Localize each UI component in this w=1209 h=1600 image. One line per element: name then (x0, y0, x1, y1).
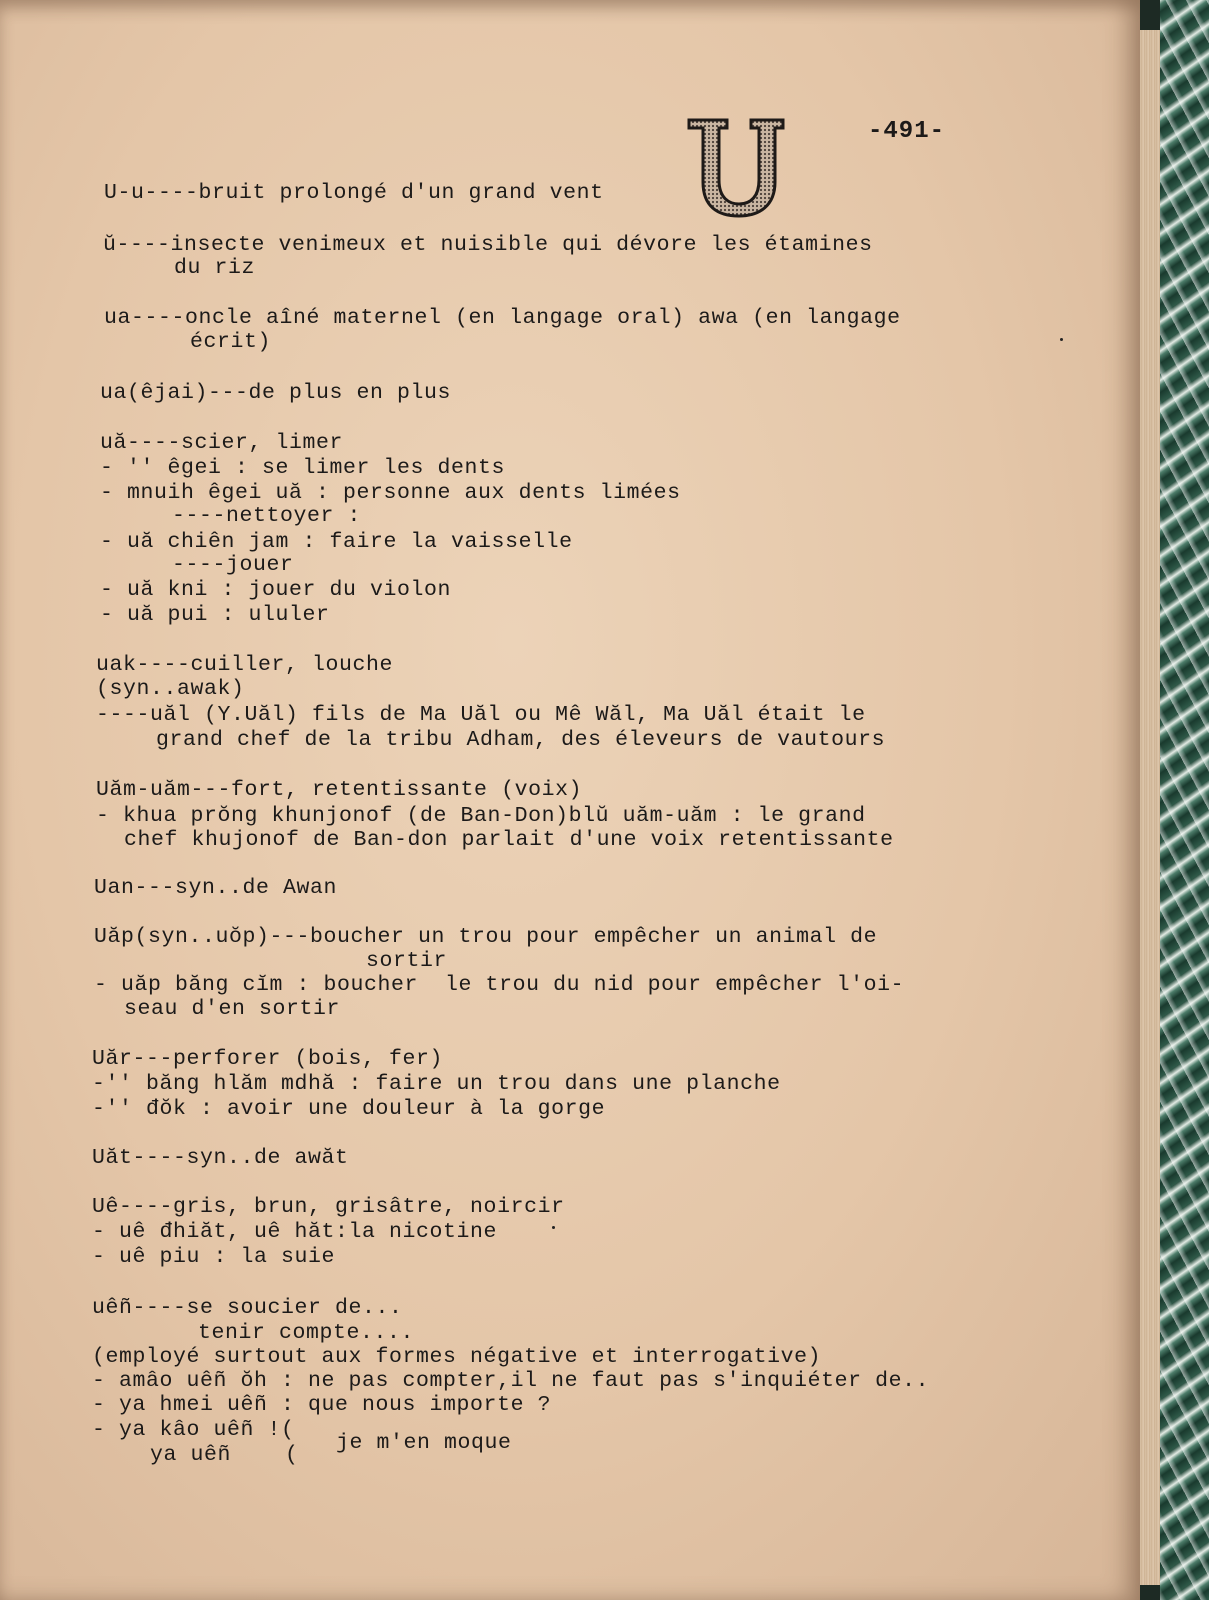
entry-line: - mnuih êgei uă : personne aux dents limées (100, 481, 681, 505)
page-stack-edge (1140, 30, 1160, 1585)
entry-line: je m'en moque (336, 1431, 512, 1455)
entry-line: - uê đhiăt, uê hăt:la nicotine (92, 1220, 498, 1244)
entry-line: - uă pui : ululer (100, 603, 330, 627)
entry-line: Uăr---perforer (bois, fer) (92, 1047, 444, 1071)
entry-line: Uăp(syn..uŏp)---boucher un trou pour empêcher un animal de (94, 925, 878, 949)
entry-line: - amâo uêñ ŏh : ne pas compter,il ne faut pas s'inquiéter de.. (92, 1369, 930, 1393)
entry-line: ----uăl (Y.Uăl) fils de Ma Uăl ou Mê Wăl, Ma Uăl était le (96, 703, 866, 727)
entry-line: uêñ----se soucier de... (92, 1296, 403, 1320)
entry-line: ya uêñ ( (150, 1443, 299, 1467)
marbled-cover-edge (1160, 0, 1209, 1600)
entry-line: - uă chiên jam : faire la vaisselle (100, 530, 573, 554)
ink-speck (1060, 338, 1063, 341)
entry-line: du riz (174, 256, 256, 280)
entry-line: - uă kni : jouer du violon (100, 578, 452, 602)
entry-line: - ya kâo uêñ !( (92, 1418, 295, 1442)
entry-line: -'' băng hlăm mdhă : faire un trou dans une planche (92, 1072, 781, 1096)
entry-line: Uê----gris, brun, grisâtre, noircir (92, 1195, 565, 1219)
entry-line: uă----scier, limer (100, 431, 344, 455)
entry-line: - uăp băng cĭm : boucher le trou du nid pour empêcher l'oi- (94, 973, 905, 997)
entry-line: chef khujonof de Ban-don parlait d'une voix retentissante (124, 828, 894, 852)
entry-line: U-u----bruit prolongé d'un grand vent (104, 181, 604, 205)
letter-u-text: U (736, 212, 737, 213)
entry-line: grand chef de la tribu Adham, des éleveurs de vautours (156, 728, 886, 752)
entry-line: Uăm-uăm---fort, retentissante (voix) (96, 778, 583, 802)
entry-line: ua(êjai)---de plus en plus (100, 381, 452, 405)
entry-line: tenir compte.... (198, 1321, 415, 1345)
page-number: -491- (868, 118, 946, 145)
entry-line: - ya hmei uêñ : que nous importe ? (92, 1393, 552, 1417)
entry-line: ----jouer (172, 553, 294, 577)
entry-line: ----nettoyer : (172, 504, 362, 528)
entry-line: ua----oncle aîné maternel (en langage oral) awa (en langage (104, 306, 901, 330)
entry-line: sortir (366, 949, 448, 973)
entry-line: - uê piu : la suie (92, 1245, 336, 1269)
entry-line: Uăt----syn..de awăt (92, 1146, 349, 1170)
entry-line: écrit) (190, 330, 272, 354)
entry-line: -'' đŏk : avoir une douleur à la gorge (92, 1097, 606, 1121)
entry-line: (employé surtout aux formes négative et interrogative) (92, 1345, 822, 1369)
entry-line: - khua prŏng khunjonof (de Ban-Don)blŭ uăm-uăm : le grand (96, 804, 866, 828)
ink-speck (552, 1226, 555, 1229)
entry-line: (syn..awak) (96, 677, 245, 701)
letter-u-heading (683, 112, 789, 220)
entry-line: uak----cuiller, louche (96, 653, 394, 677)
entry-line: ŭ----insecte venimeux et nuisible qui dévore les étamines (103, 233, 873, 257)
entry-line: Uan---syn..de Awan (94, 876, 338, 900)
entry-line: - '' êgei : se limer les dents (100, 456, 506, 480)
entry-line: seau d'en sortir (124, 997, 341, 1021)
